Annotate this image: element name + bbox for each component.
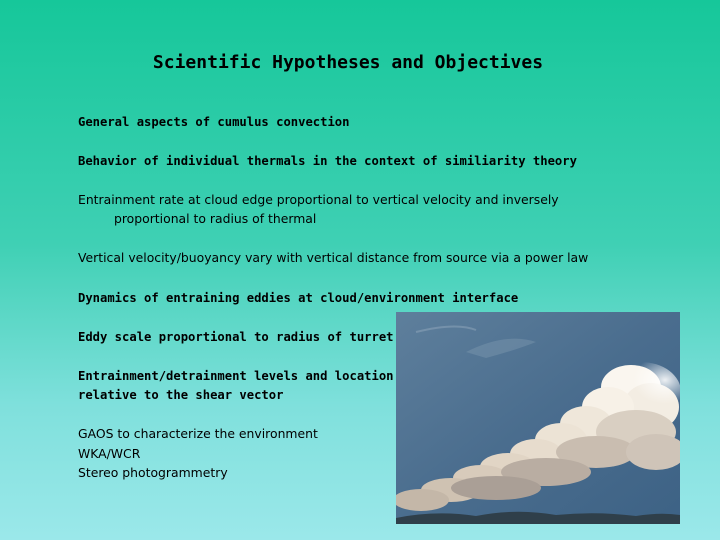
bullet-entrainment-rate: Entrainment rate at cloud edge proportional to vertical velocity and inversely: [78, 192, 559, 207]
bullet-shear-vector: relative to the shear vector: [78, 388, 284, 402]
bullet-general-aspects: General aspects of cumulus convection: [78, 115, 350, 129]
bullet-vertical-velocity: Vertical velocity/buoyancy vary with vertical distance from source via a power law: [78, 250, 589, 265]
bullet-thermal-behavior: Behavior of individual thermals in the context of similiarity theory: [78, 154, 577, 168]
bullet-entraining-eddies: Dynamics of entraining eddies at cloud/environment interface: [78, 291, 519, 305]
bullet-stereo-photogrammetry: Stereo photogrammetry: [78, 465, 228, 480]
bullet-wka-wcr: WKA/WCR: [78, 446, 141, 461]
bullet-entrainment-rate-continued: proportional to radius of thermal: [114, 211, 317, 226]
bullet-entrainment-levels: Entrainment/detrainment levels and location: [78, 369, 394, 383]
bullet-gaos: GAOS to characterize the environment: [78, 426, 318, 441]
slide-title: Scientific Hypotheses and Objectives: [152, 52, 544, 73]
bullet-eddy-scale: Eddy scale proportional to radius of turret: [78, 330, 394, 344]
cumulus-cloud-photo: [396, 312, 680, 524]
